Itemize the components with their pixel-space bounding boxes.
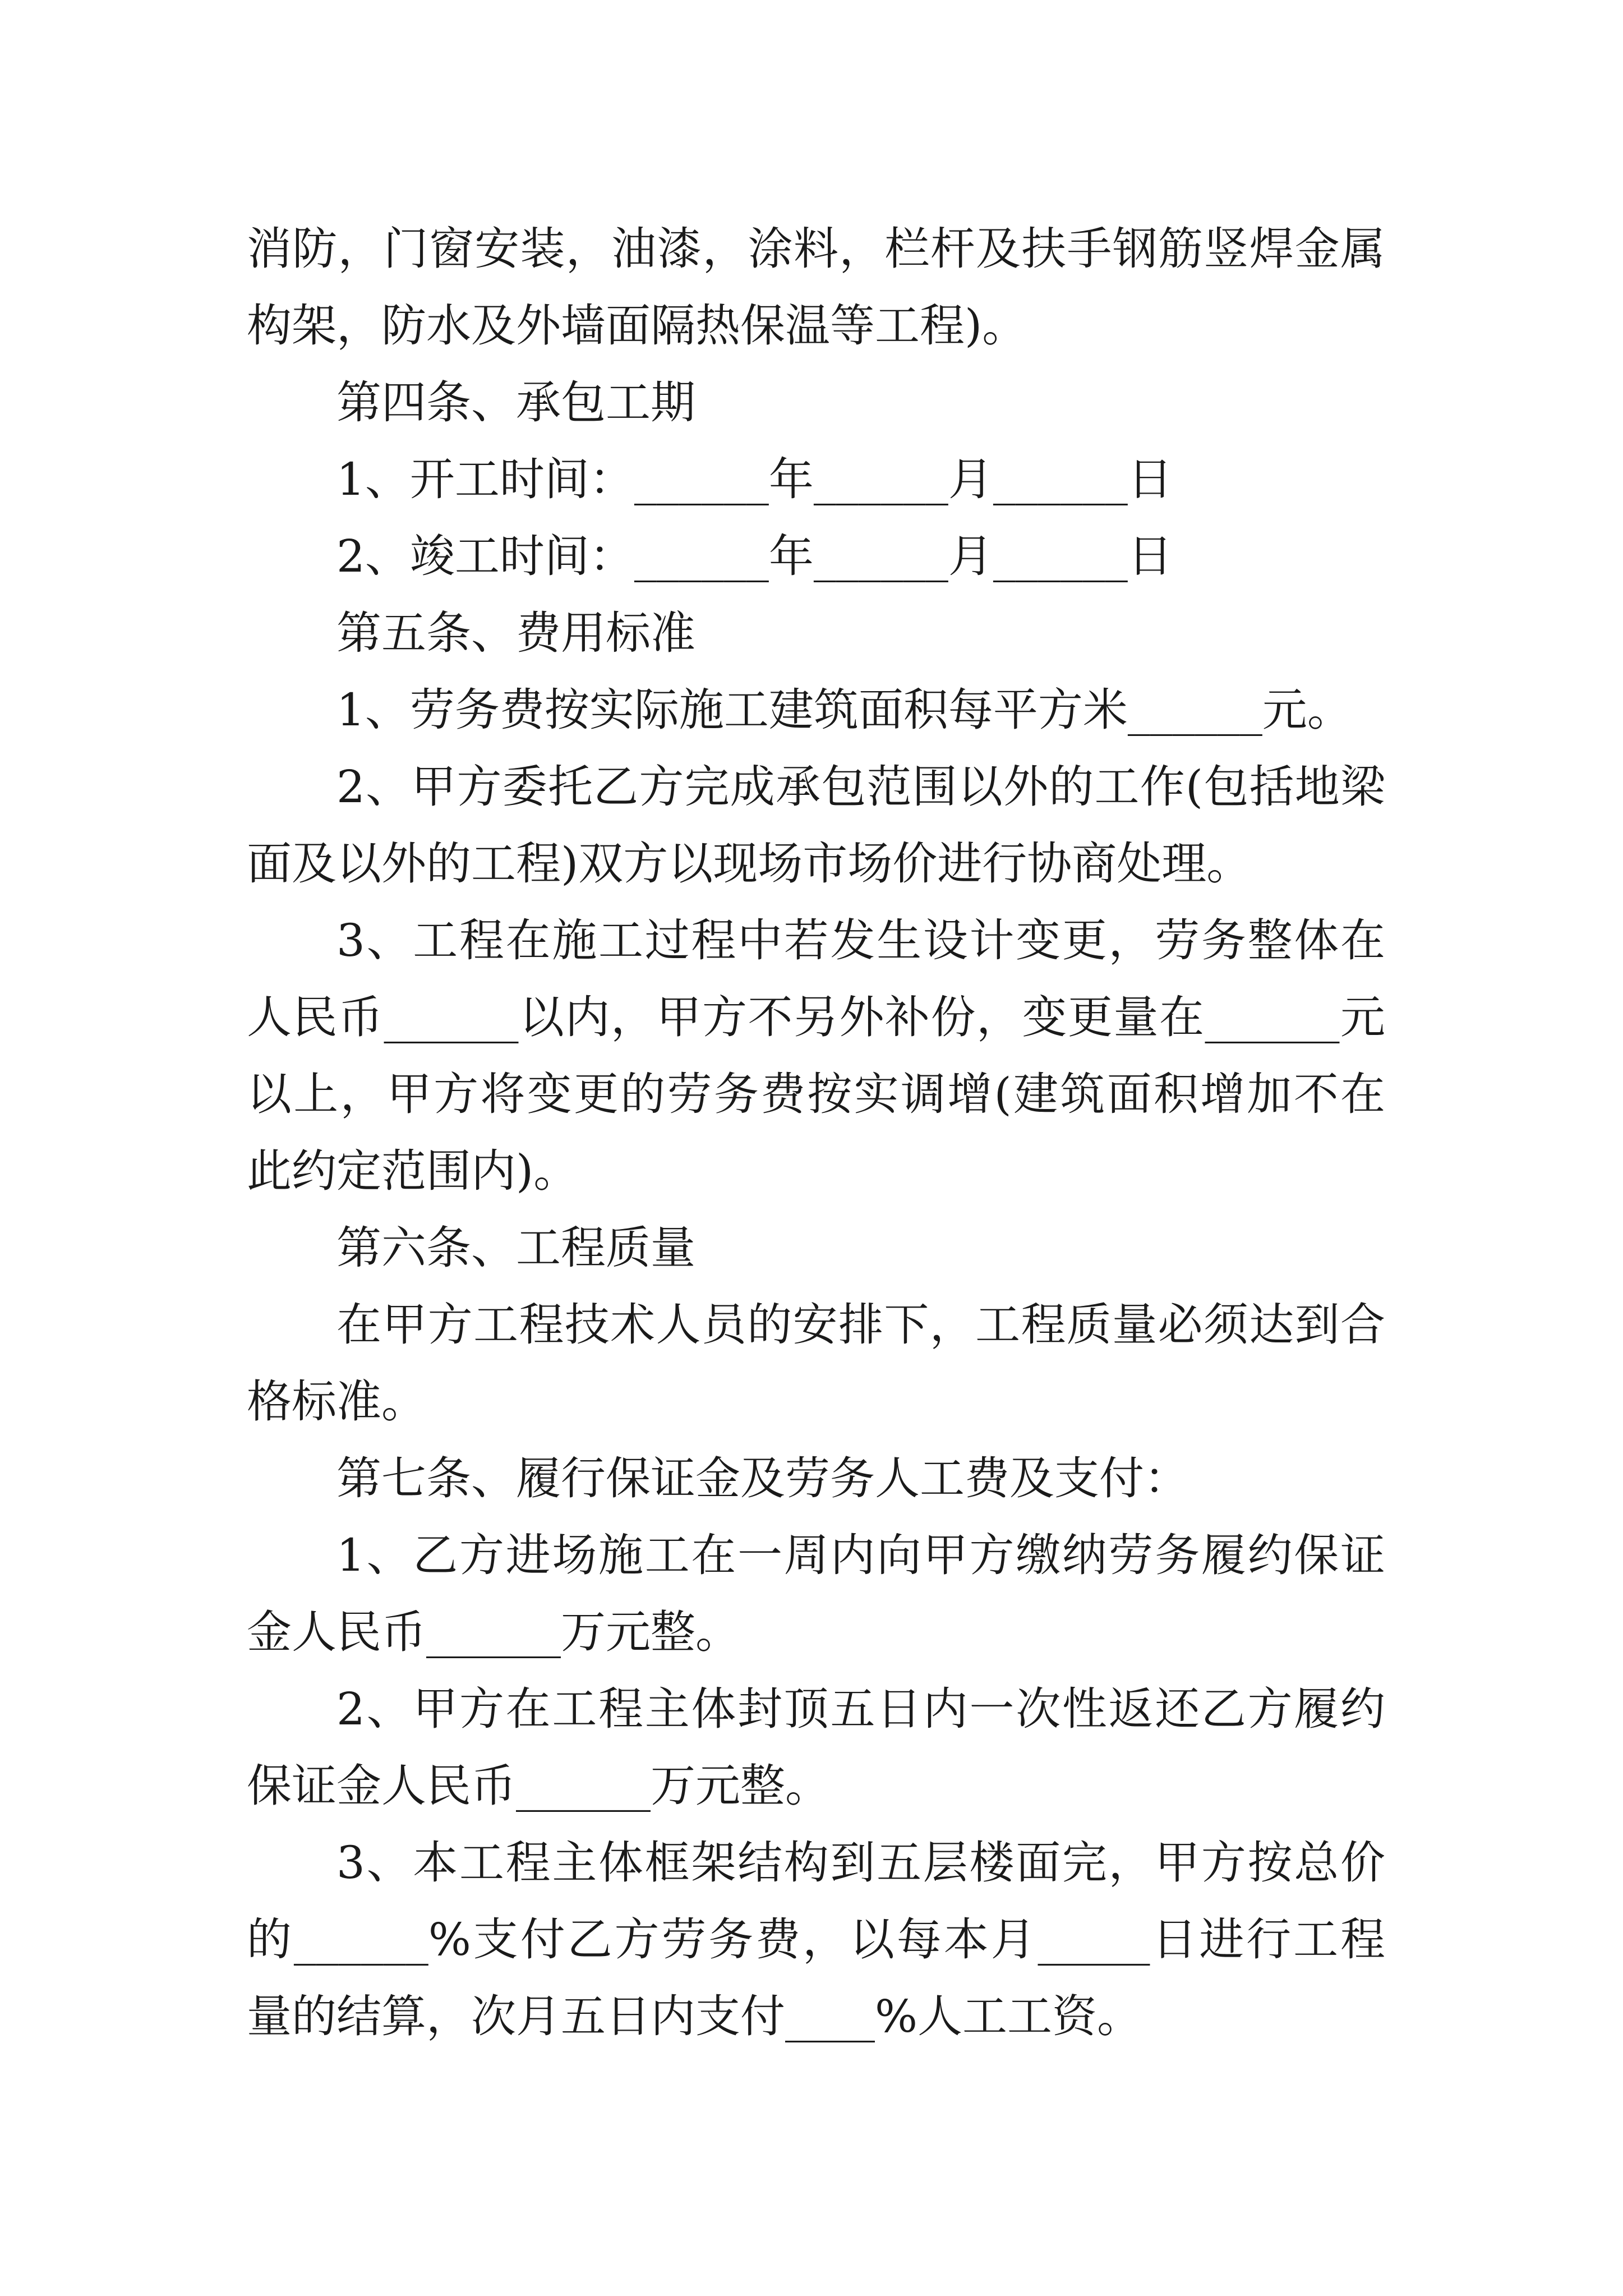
heading-article-5: 第五条、费用标准: [336, 607, 695, 659]
paragraph-labor-payment: 3、本工程主体框架结构到五层楼面完，甲方按总价的______%支付乙方劳务费，以每本月_____日进行工程量的结算，次月五日内支付____%人工工资。: [247, 1837, 1385, 2042]
paragraph-completion-date: 2、竣工时间：______年______月______日: [336, 530, 1173, 582]
paragraph-deposit-return: 2、甲方在工程主体封顶五日内一次性返还乙方履约保证金人民币______万元整。: [247, 1683, 1385, 1812]
paragraph-start-date: 1、开工时间：______年______月______日: [336, 453, 1173, 505]
paragraph-design-change: 3、工程在施工过程中若发生设计变更，劳务整体在人民币______以内，甲方不另外补份，变更量在______元以上，甲方将变更的劳务费按实调增(建筑面积增加不在此约定范围内)。: [247, 914, 1385, 1197]
heading-article-4: 第四条、承包工期: [336, 376, 695, 429]
paragraph-fee-rate: 1、劳务费按实际施工建筑面积每平方米______元。: [336, 684, 1352, 736]
paragraph-scope-continuation: 消防，门窗安装，油漆，涂料，栏杆及扶手钢筋竖焊金属构架，防水及外墙面隔热保温等工程)。: [247, 223, 1385, 352]
document-body: [247, 210, 1385, 2055]
heading-article-6: 第六条、工程质量: [336, 1222, 695, 1274]
paragraph-deposit-payment: 1、乙方进场施工在一周内向甲方缴纳劳务履约保证金人民币______万元整。: [247, 1529, 1385, 1658]
paragraph-extra-work: 2、甲方委托乙方完成承包范围以外的工作(包括地梁面及以外的工程)双方以现场市场价进行协商处理。: [247, 761, 1385, 890]
heading-article-7: 第七条、履行保证金及劳务人工费及支付：: [336, 1452, 1189, 1504]
paragraph-quality-standard: 在甲方工程技术人员的安排下，工程质量必须达到合格标准。: [247, 1299, 1385, 1428]
